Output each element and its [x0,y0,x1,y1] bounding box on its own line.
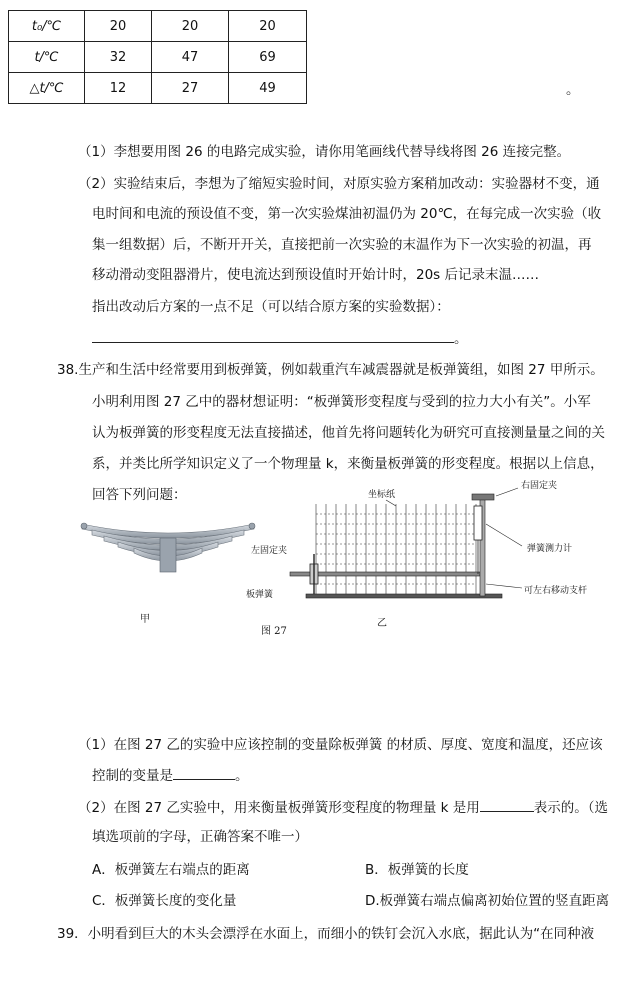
table-cell: 69 [229,42,307,73]
table-cell: 20 [229,11,307,42]
q38-line2: 小明利用图 27 乙中的器材想证明：“板弹簧形变程度与受到的拉力大小有关”。小军 [92,394,591,410]
q37-part2-line4: 移动滑动变阻器滑片，使电流达到预设值时开始计时，20s 后记录末温…… [92,267,540,283]
q37-part2-line5: 指出改动后方案的一点不足（可以结合原方案的实验数据）： [92,299,450,315]
row-head-t: t/℃ [9,42,85,73]
table-row [9,42,307,73]
q37-part2-line2: 电时间和电流的预设值不变，第一次实验煤油初温仍为 20℃，在每完成一次实验（收 [92,206,602,222]
option-b[interactable]: B．板弹簧的长度 [365,862,469,878]
option-a[interactable]: A．板弹簧左右端点的距离 [92,862,250,878]
row-head-delta-t: △t/℃ [9,73,85,104]
q38-line3: 认为板弹簧的形变程度无法直接描述，他首先将问题转化为研究可直接测量量之间的关 [92,425,605,441]
q39-line1: 39．小明看到巨大的木头会漂浮在水面上，而细小的铁钉会沉入水底，据此认为“在同种液 [57,926,595,942]
period: 。 [454,331,468,347]
table-cell: 20 [85,11,152,42]
temperature-table [8,10,307,104]
apparatus-diagram [286,484,526,606]
q38-sub2-line2: 填选项前的字母，正确答案不唯一） [92,829,308,845]
q37-part2-line1: （2）实验结束后，李想为了缩短实验时间，对原实验方案稍加改动：实验器材不变，通 [78,176,600,192]
row-head-t0: t₀/℃ [9,11,85,42]
table-trailing-mark: 。 [566,82,580,98]
caption-yi: 乙 [377,618,387,629]
caption-jia: 甲 [140,614,150,625]
option-c[interactable]: C．板弹簧长度的变化量 [92,893,237,909]
q38-line1: 38.生产和生活中经常要用到板弹簧，例如载重汽车减震器就是板弹簧组，如图 27 甲所示。 [57,362,604,378]
answer-blank[interactable] [173,765,235,780]
answer-blank[interactable] [92,328,454,343]
table-row [9,73,307,104]
table-cell: 47 [152,42,229,73]
leaf-spring-photo [80,518,256,580]
q37-answer-line [92,328,468,349]
table-cell: 49 [229,73,307,104]
q38-sub1-line2 [92,765,249,786]
q37-part1: （1）李想要用图 26 的电路完成实验，请你用笔画线代替导线将图 26 连接完整。 [78,144,571,160]
sub2-text-tail: 表示的。（选 [533,800,608,816]
caption-figure-27: 图 27 [261,626,287,637]
q38-sub2-line1 [78,797,608,818]
answer-blank[interactable] [480,797,534,812]
sub2-text: （2）在图 27 乙实验中，用来衡量板弹簧形变程度的物理量 k 是用 [78,800,480,816]
label-coordinate-paper: 坐标纸 [368,490,396,500]
table-cell: 27 [152,73,229,104]
sub1-text: 控制的变量是 [92,768,173,784]
label-spring-meter: 弹簧测力计 [527,544,573,554]
q38-line5: 回答下列问题： [92,487,187,503]
table-cell: 20 [152,11,229,42]
q37-part2-line3: 集一组数据）后，不断开开关，直接把前一次实验的末温作为下一次实验的初温，再 [92,237,592,253]
table-cell: 12 [85,73,152,104]
option-d[interactable]: D.板弹簧右端点偏离初始位置的竖直距离 [365,893,610,909]
q38-sub1-line1: （1）在图 27 乙的实验中应该控制的变量除板弹簧 的材质、厚度、宽度和温度，还应该 [78,737,603,753]
label-left-clamp: 左固定夹 [251,546,288,556]
table-cell: 32 [85,42,152,73]
table-row [9,11,307,42]
label-movable-bracket: 可左右移动支杆 [524,586,588,596]
q38-line4: 系，并类比所学知识定义了一个物理量 k，来衡量板弹簧的形变程度。根据以上信息， [92,456,604,472]
label-leaf-spring: 板弹簧 [246,590,274,600]
period: 。 [235,768,249,784]
label-right-clamp: 右固定夹 [521,481,558,491]
